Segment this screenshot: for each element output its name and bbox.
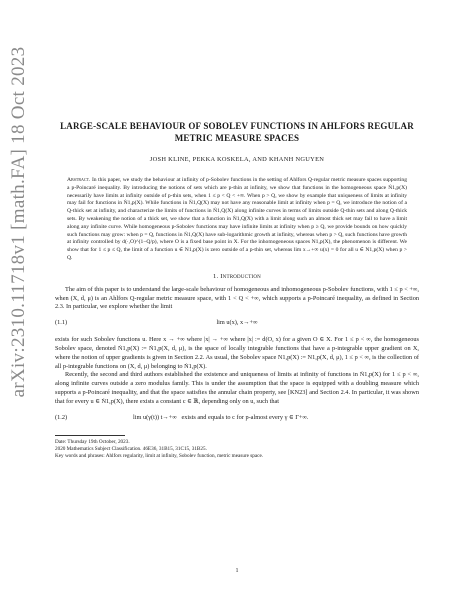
page-number: 1 [235,568,239,574]
intro-paragraph-3: Recently, the second and third authors established the existence and uniqueness of limits at infinity of functions in Ṅ1,p(X) for 1 ≤ p < ∞, along infinite curves outside a zero modulus family. This is under the assumption that the space is equipped with a doubling measure which supports a p-Poincaré inequality, and that the space satisfies the annular chain property, see [KN23] and Section 2.4. In particular, it was shown that for every u ∈ Ṅ1,p(X), there exists a constant c ∈ ℝ, depending only on u, such that [55,371,419,405]
equation-number: (1.2) [55,413,68,421]
footnote-date: Date: Thursday 19th October, 2023. [55,438,130,445]
paper-authors: JOSH KLINE, PEKKA KOSKELA, AND KHANH NGUYEN [149,156,325,163]
equation-body [133,414,308,421]
intro-paragraph-2: exists for such Sobolev functions u. Here x → +∞ where |x| → +∞ where |x| := d(O, x) for a given O ∈ X. For 1 ≤ p < ∞, the homogeneous Sobolev space, denoted Ṅ1,p(X) := Ṅ1,p(X, d, μ), is the space of locally integrable functions that have a p-integrable upper gradient on X, where the notion of upper gradients is given in Section 2.2. As usual, the Sobolev space N1,p(X) := N1,p(X, d, μ), 1 ≤ p < ∞, is the collection of all p-integrable functions on (X, d, μ) belonging to Ṅ1,p(X). [55,336,419,370]
equation-1-2 [55,411,419,427]
footnote-msc: 2020 Mathematics Subject Classification. 46E36, 31B15, 31C15, 31B25. [55,445,207,452]
equation-1-1 [55,316,419,332]
intro-paragraph-1: The aim of this paper is to understand the large-scale behaviour of homogeneous and inhomogeneous p-Sobolev functions, with 1 ≤ p < +∞, when (X, d, μ) is an Ahlfors Q-regular metric measure space, with 1 < Q < +∞, which supports a p-Poincaré inequality, as defined in Section 2.3. In particular, we explore whether the limit [55,285,419,311]
section-heading: 1. Introduction [213,272,261,280]
abstract-label: Abstract. [67,177,91,183]
footnote-rule [55,435,125,436]
abstract [67,177,407,263]
paper-title: LARGE-SCALE BEHAVIOUR OF SOBOLEV FUNCTIONS IN AHLFORS REGULAR METRIC MEASURE SPACES [60,121,414,143]
footnotes [55,435,419,461]
equation-body: lim u(x), x→+∞ [216,319,258,327]
arxiv-stamp-text: arXiv:2310.11718v1 [math.FA] 18 Oct 2023 [8,46,29,398]
equation-tail: exists and equals to c for p-almost every γ ∈ Γ+∞. [181,413,309,421]
arxiv-stamp [6,42,32,402]
equation-number: (1.1) [55,319,68,327]
paper-page [55,120,419,460]
footnote-keywords: Key words and phrases: Ahlfors regularity, limit at infinity, Sobolev function, metric measure space. [55,452,264,459]
abstract-text: In this paper, we study the behaviour at infinity of p-Sobolev functions in the setting of Ahlfors Q-regular metric measure spaces supporting a p-Poincaré inequality. By introducing the notions of sets which are p-thin at infinity, we show that functions in the homogeneous space Ṅ1,p(X) necessarily have limits at infinity outside of p-thin sets, when 1 ≤ p < Q < +∞. When p > Q, we show by example that uniqueness of limits at infinity may fail for functions in Ṅ1,p(X). While functions in Ṅ1,Q(X) may not have any reasonable limit at infinity when p = Q, we introduce the notion of a Q-thick set at infinity, and characterize the limits of functions in Ṅ1,Q(X) along infinite curves in terms of limits outside Q-thin sets and along Q-thick sets. By weakening the notion of a thick set, we show that a function in Ṅ1,Q(X) with a limit along such an almost thick set may fail to have a limit along any infinite curve. While homogeneous p-Sobolev functions may have infinite limits at infinity when p ≥ Q, we provide bounds on how quickly such functions may grow: when p = Q, functions in Ṅ1,Q(X) have sub-logarithmic growth at infinity, whereas when p > Q, such functions have growth at infinity controlled by d(·,O)^(1−Q/p), where O is a fixed base point in X. For the inhomogeneous spaces N1,p(X), the phenomenon is different. We show that for 1 ≤ p ≤ Q, the limit of a function u ∈ N1,p(X) is zero outside of a p-thin set, whereas lim x→+∞ u(x) = 0 for all u ∈ N1,p(X) when p > Q. [67,177,407,261]
equation-limit: lim u(γ(t)) t→+∞ [133,413,177,421]
